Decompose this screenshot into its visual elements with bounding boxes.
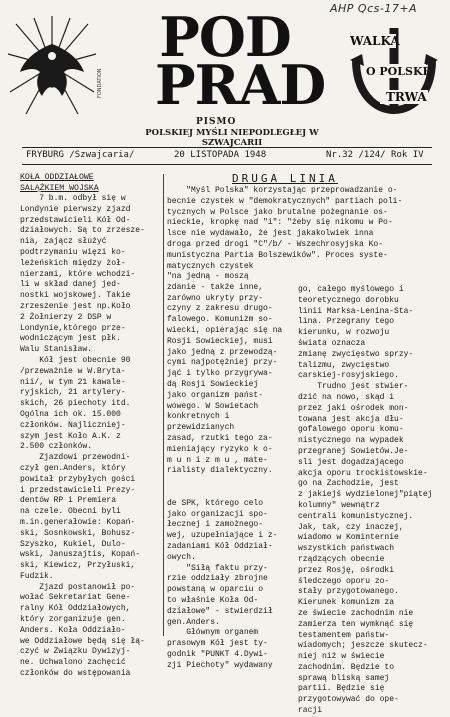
main-article-middle-column: "na jedną - moszą zdanie - także inne, zarówno ukryty przy- czyny z zakresu drugo- falowego. Komunizm so- wiecki, opierając się na Rosji Sowieckiej, musi jako jedną z przewodzą- cymi najpotężniej przy- jąć i tylko przygrywa- dą Rosji Sowieckiej jako organizm państ- wowego. W Sowietach konkretnych i przewidzianych zasad, rzutki tego za- mieniający ryzyko k o- m u n i z m u , mate- rialisty dialektyczny. de SPK, którego celo jako organizacji spo- łecznej i zamożnego- wej, uzupełniające i z- zadaniami Kół Oddział- owych. "Siłą faktu przy- rzie oddziały zbrojne powstaną w oparciu o to właśnie Koła Od- działowe" - stwierdził gen.Anders. Głównym organem prasowym Kół jest ty- godnik "PUNKT 4.Dywi- zji Piechoty" wydawany — [167, 272, 283, 670]
left-article-heading: KOŁA ODDZIAŁOWE SALĄŻKIEM WOJSKA — [20, 173, 99, 193]
archive-handwritten-mark: AHP Qcs-17+A — [330, 2, 418, 15]
left-column-article — [20, 172, 160, 680]
issue-number: Nr.32 /124/ Rok IV — [326, 150, 424, 160]
issue-bar-rule-top — [22, 147, 432, 148]
fundation-vertical-label: FONDATION — [97, 68, 103, 98]
issue-bar — [26, 150, 434, 162]
anchor-walcząca-polska-icon — [342, 20, 446, 120]
emblem-word-2: O POLSKĘ — [366, 65, 431, 78]
issue-bar-rule-bottom — [22, 164, 432, 165]
masthead-subtitle-line-2: POLSKIEJ MYŚLI NIEPODLEGŁEJ W SZWAJCARII — [145, 128, 319, 148]
main-article-heading: DRUGA LINIA — [232, 172, 338, 185]
masthead-title-line-1: POD — [159, 5, 291, 69]
main-article-right-column: go, całego myślowego i teoretycznego dorobku linii Marksa-Lenina-Sta- lina. Przegrany tego kierunku, w rozwoju świata oznacza zmianę zwycięstwo sprzy- talizmu, zwycięstwo carskiej-rosyjskiego. Trudno jest stwier- dzić na nowo, skąd i przez jaki ośrodek mon- towana jest akcja dłu- gofalowego oporu komu- nistycznego na wypadek przegranej Sowietów.Je- sli jest dogadzającego akcja oporu trockistowskie- go na Zachodzie, jest z jakiejś wydzielonej"piątej kolumny" wewnątrz centrali komunistycznej. Jak, tak, czy inaczej, wiadomo w Kominternie wszystkich państwach rządzących obecnie przez Rosję, ośrodki śledczego oporu zo- stały przygotowanego. Kierunek komunizm za ze świecie zachodnim nie zamierza ten wymknąć się testamentem państw- wiadomych; jeszcze skutecz- niej niż w świecie zachodnim. Będzie to sprawą bliską samej partii. Będzie się przygotowywać do ope- racji — [298, 285, 433, 716]
issue-place: FRYBURG /Szwajcaria/ — [26, 150, 135, 160]
left-article-paragraph: Zjazd postanowił po- wołać Sekretariat Gene- ralny Kół Oddziałowych, który zorganizuje gen. Anders. Koła Oddziało- we Oddziałowe będą się łą- czyć w Związku Dywizyj- ne. Uchwalono zachęcić członków do wstępowania — [20, 582, 145, 679]
masthead-title-line-2: PRAD — [155, 53, 326, 117]
issue-date: 20 LISTOPADA 1948 — [174, 150, 267, 160]
emblem-word-1: WALKA — [350, 34, 400, 48]
main-article-lead: "Myśl Polska" korzystając przeprowadzanie o- becnie czystek w "demokratycznych" partiach poli- tycznych w Polsce jako brutalne pożegnanie os- nieckie, kropkę nad "i": "żeby się nikomu w Po- lsce nie wydawało, że jest jakakolwiek inna droga przed drogi "C"/b/ - Wszechrosyjska Ko- munistyczna Partia Bolszewików". Proces syste- matycznych czystek — [167, 186, 403, 271]
masthead-subtitle-line-1: PISMO — [196, 117, 237, 127]
column-divider — [163, 174, 164, 636]
left-article-paragraph: Zjazdowi przewodni- czył gen.Anders, który powitał przybyłych gości i przedstawicieli Prezy- dentów RP i Premiera na czele. Obecni byli m.in.generałowie: Kopań- ski, Sosnkowski, Bohusz- Szyszko, Kukiel, Dulo- wski, Januszajtis, Kopań- ski, Kiewicz, Przyłuski, Fudzik. — [20, 453, 141, 581]
eagle-with-sunburst-icon — [6, 14, 98, 118]
left-article-paragraph: 7 b.m. odbył się w Londynie pierwszy zjazd przedstawicieli Kół Od- działowych. Są to zrzesze- nia, zającz służyć podtrzymaniu więzi ko- leżeńskich między żoł- nierzami, które wchodzi- li w skład danej jed- nostki wojskowej. Takie zrzeszenie jest np.Koło 2 Żołnierzy 2 DSP w Londynie,którego prze- wodniczącym jest płk. Walu Stanisław. — [20, 194, 145, 355]
emblem-word-3: TRWA — [386, 90, 427, 104]
left-article-paragraph: Kół jest obecnie 90 /przeważnie w W.Bryta- nii/, w tym 21 kawale- ryjskich, 21 artylery- skich, 26 piechoty itd. Ogólna ich ok. 15.000 członków. Najliczniej- szym jest Koło A.K. z 2.500 członków. — [20, 355, 131, 452]
